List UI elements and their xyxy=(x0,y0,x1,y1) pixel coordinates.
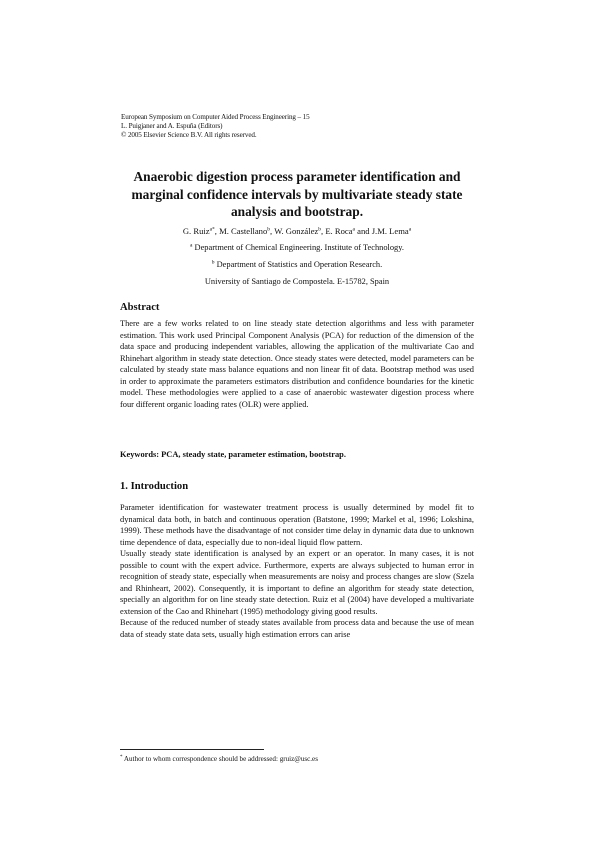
author-name: M. Castellano xyxy=(219,226,268,236)
author-affiliation-mark: a* xyxy=(209,226,215,233)
footnote-text: Author to whom correspondence should be addressed: gruiz@usc.es xyxy=(122,755,318,763)
introduction-body xyxy=(120,502,474,641)
paper-title: Anaerobic digestion process parameter identification and marginal confidence intervals by multivariate steady state analysis and bootstrap. xyxy=(131,169,463,219)
author-affiliation-mark: a xyxy=(352,226,355,233)
author-separator: , xyxy=(214,226,220,236)
paragraph: Parameter identification for wastewater treatment process is usually determined by model fit to dynamical data both, in batch and continuous operation (Batstone, 1999; Markel et al, 1996; Lokshina, 1999). These methods have the disadvantage of not consider time delay in dynamic data due to unknown time dependence of data, especially due to non-ideal liquid flow pattern. xyxy=(120,503,474,547)
paragraph: Because of the reduced number of steady states available from process data and because the use of mean data of steady state data sets, usually high estimation errors can arise xyxy=(120,618,474,640)
author-name: J.M. Lema xyxy=(371,226,409,236)
header-line-conference: European Symposium on Computer Aided Process Engineering – 15 xyxy=(121,113,310,121)
affiliation-b xyxy=(110,259,484,270)
proceedings-header xyxy=(121,113,481,140)
author-and: and xyxy=(354,226,372,236)
author-name: E. Roca xyxy=(325,226,353,236)
abstract-heading: Abstract xyxy=(120,302,160,313)
author-affiliation-mark: b xyxy=(318,226,322,233)
author-affiliation-mark: b xyxy=(267,226,271,233)
author-affiliation-mark: a xyxy=(408,226,412,233)
author-separator: , xyxy=(270,226,275,236)
author-list xyxy=(110,226,484,237)
affiliation-university: University of Santiago de Compostela. E-15782, Spain xyxy=(204,277,390,286)
abstract-body: There are a few works related to on line steady state detection algorithms and less with parameter estimation. This work used Principal Component Analysis (PCA) for reduction of the dimension of the data space and producing independent variables, allowing the application of the multivariate Cao and Rhinehart algorithm in steady state detection. Once steady states were detected, model parameters can be calculated by steady state mass balance equations and non linear fit of data. Bootstrap method was used in order to approximate the parameters estimators distribution and confidence boundaries for the kinetic model. These methodologies were applied to a case of anaerobic wastewater digestion process where four different organic loading rates (OLR) were applied. xyxy=(120,319,474,409)
keywords: Keywords: PCA, steady state, parameter estimation, bootstrap. xyxy=(120,450,346,459)
footnote-mark: * xyxy=(120,755,123,760)
footnote xyxy=(120,755,474,764)
author-name: W. González xyxy=(274,226,319,236)
header-line-copyright: © 2005 Elsevier Science B.V. All rights reserved. xyxy=(121,131,257,139)
affiliation-mark: a xyxy=(190,242,193,249)
paragraph: Usually steady state identification is analysed by an expert or an operator. In many cases, it is not possible to count with the expert advice. Furthermore, experts are always subjected to human error in recognition of steady state, especially when measurements are noisy and process changes are slow (Szela and Rhinheart, 2002). Consequently, it is important to define an algorithm for steady state detection, specially an algorithm for on line steady state detection. Ruiz et al (2004) have developed a multivariate extension of the Cao and Rhinehart (1995) methodology giving good results. xyxy=(120,549,474,616)
affiliation-a xyxy=(110,242,484,253)
header-line-editors: L. Puigjaner and A. Espuña (Editors) xyxy=(121,122,223,130)
affiliation-mark: b xyxy=(211,259,215,266)
author-separator: , xyxy=(321,226,326,236)
author-name: G. Ruiz xyxy=(182,226,210,236)
footnote-divider xyxy=(120,749,264,750)
section-heading-introduction: 1. Introduction xyxy=(120,481,189,492)
affiliation-text: Department of Statistics and Operation Research. xyxy=(214,260,383,269)
affiliation-text: Department of Chemical Engineering. Institute of Technology. xyxy=(192,243,404,252)
